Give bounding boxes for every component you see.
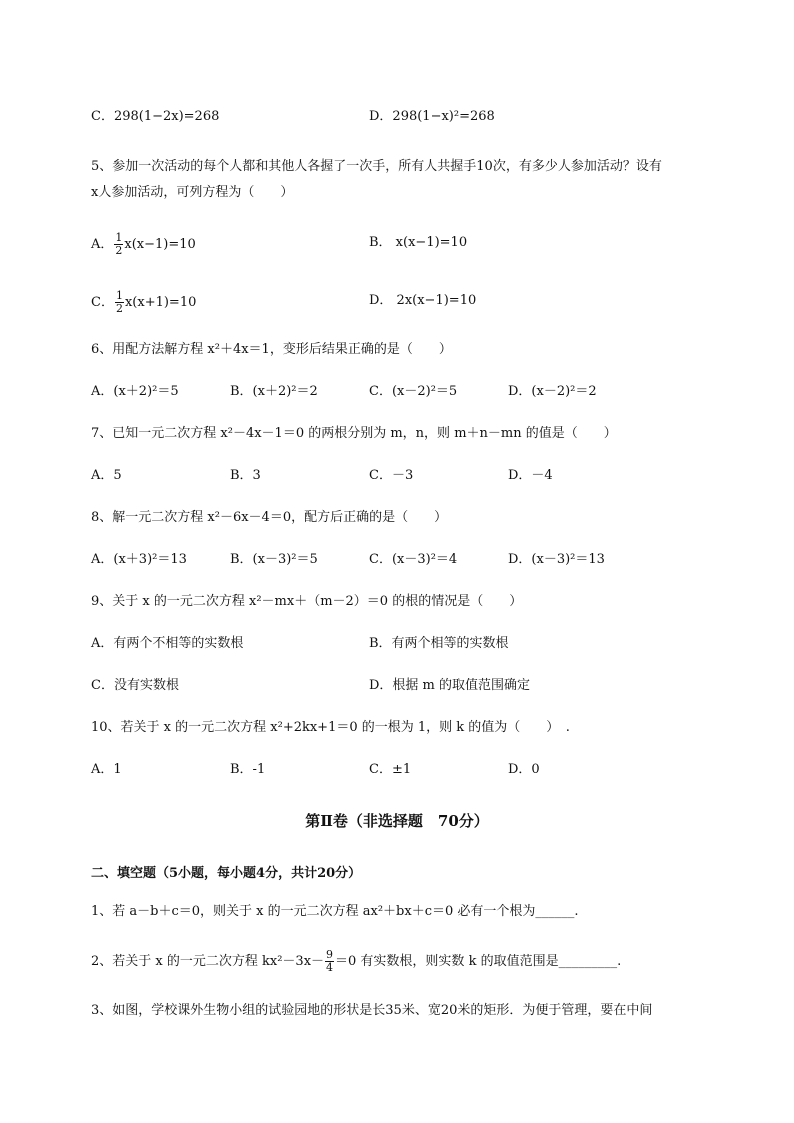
q6-option-c: C．(x－2)²＝5 <box>369 384 458 399</box>
q10-option-d: D．0 <box>508 762 540 777</box>
fraction-denominator: 2 <box>115 302 123 315</box>
q4-option-d: D．298(1−x)²=268 <box>369 109 495 124</box>
fill-in-section-title: 二、填空题（5小题，每小题4分，共计20分） <box>91 866 362 881</box>
fraction-denominator: 4 <box>326 961 334 974</box>
q5-option-b: B． x(x−1)=10 <box>369 235 468 250</box>
fill-question-2-fraction <box>325 949 334 974</box>
part2-title: 第Ⅱ卷（非选择题 70分） <box>305 812 489 830</box>
q5-option-c-tail: x(x+1)=10 <box>124 295 197 310</box>
fraction-numerator: 1 <box>115 289 123 302</box>
q9-option-a: A．有两个不相等的实数根 <box>91 636 244 651</box>
q10-stem: 10、若关于 x 的一元二次方程 x²+2kx+1＝0 的一根为 1，则 k 的值为（ ） . <box>91 720 570 735</box>
q9-stem: 9、关于 x 的一元二次方程 x²－mx＋（m－2）＝0 的根的情况是（ ） <box>91 594 523 609</box>
q6-option-a: A．(x＋2)²＝5 <box>91 384 179 399</box>
q7-option-c: C．－3 <box>369 468 414 483</box>
fill-question-2-head: 2、若关于 x 的一元二次方程 kx²－3x－ <box>91 954 325 969</box>
q5-option-a <box>91 232 196 257</box>
q4-option-c: C．298(1−2x)=268 <box>91 109 220 124</box>
q6-option-b: B．(x＋2)²＝2 <box>230 384 318 399</box>
q9-option-d: D．根据 m 的取值范围确定 <box>369 678 531 693</box>
q6-stem: 6、用配方法解方程 x²＋4x＝1，变形后结果正确的是（ ） <box>91 342 452 357</box>
q7-option-b: B．3 <box>230 468 261 483</box>
q9-option-c: C．没有实数根 <box>91 678 179 693</box>
q10-option-a: A．1 <box>91 762 122 777</box>
q7-option-d: D．－4 <box>508 468 553 483</box>
fill-question-2-tail: ＝0 有实数根，则实数 k 的取值范围是_________. <box>335 954 622 969</box>
q6-option-d: D．(x－2)²＝2 <box>508 384 597 399</box>
q8-option-b: B．(x－3)²＝5 <box>230 552 318 567</box>
q10-option-b: B．-1 <box>230 762 266 777</box>
q10-option-c: C．±1 <box>369 762 412 777</box>
q7-stem: 7、已知一元二次方程 x²－4x－1＝0 的两根分别为 m，n，则 m＋n－mn 的值是（ ） <box>91 426 617 441</box>
q8-option-c: C．(x－3)²＝4 <box>369 552 458 567</box>
q5-option-a-label: A． <box>91 237 114 252</box>
q5-option-c-fraction <box>115 290 124 315</box>
q5-option-c <box>91 290 196 315</box>
fill-question-1: 1、若 a－b＋c＝0，则关于 x 的一元二次方程 ax²＋bx＋c＝0 必有一个根为______. <box>91 904 579 919</box>
fraction-numerator: 1 <box>115 231 123 244</box>
q5-option-d: D． 2x(x−1)=10 <box>369 293 477 308</box>
q8-stem: 8、解一元二次方程 x²－6x－4＝0，配方后正确的是（ ） <box>91 510 448 525</box>
q8-option-a: A．(x＋3)²＝13 <box>91 552 187 567</box>
fraction-numerator: 9 <box>326 948 334 961</box>
fill-question-3: 3、如图，学校课外生物小组的试验园地的形状是长35米、宽20米的矩形．为便于管理，要在中间 <box>91 1003 653 1018</box>
fraction-denominator: 2 <box>115 244 123 257</box>
q5-option-a-fraction <box>114 232 123 257</box>
q5-option-a-tail: x(x−1)=10 <box>124 237 196 252</box>
q5-stem-line2: x人参加活动，可列方程为（ ） <box>91 185 294 200</box>
q5-option-c-label: C． <box>91 295 114 310</box>
q9-option-b: B．有两个相等的实数根 <box>369 636 509 651</box>
q5-stem-line1: 5、参加一次活动的每个人都和其他人各握了一次手，所有人共握手10次，有多少人参加活动？设有 <box>91 159 662 174</box>
q8-option-d: D．(x－3)²＝13 <box>508 552 605 567</box>
fill-question-2 <box>91 949 621 974</box>
q7-option-a: A．5 <box>91 468 122 483</box>
